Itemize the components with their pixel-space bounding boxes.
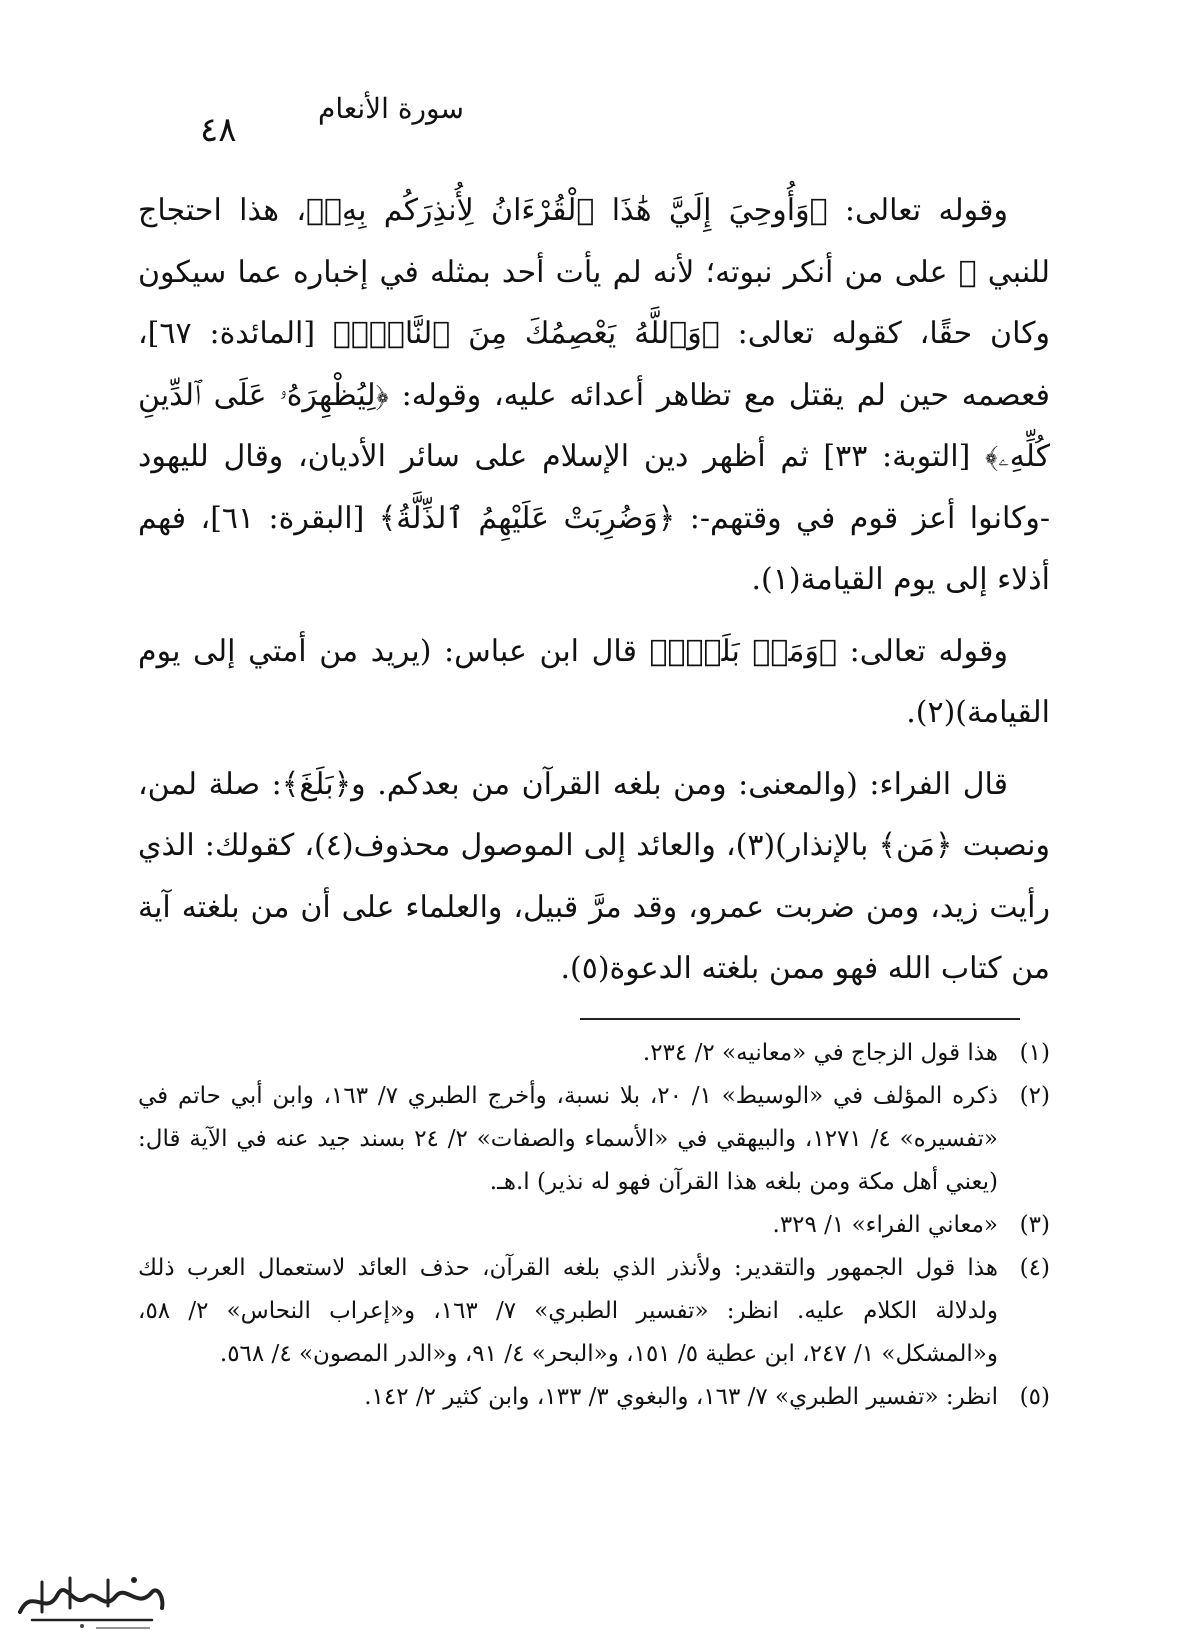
- footnote: [138, 1032, 1050, 1075]
- footnote-number: (٢): [1019, 1083, 1050, 1109]
- footnotes: [138, 1032, 1050, 1419]
- footnote-text: هذا قول الزجاج في «معانيه» ٢/ ٢٣٤.: [642, 1040, 998, 1066]
- page-header: [130, 92, 1055, 152]
- footnote-number: (٤): [1019, 1255, 1050, 1281]
- footnote-text: هذا قول الجمهور والتقدير: ولأنذر الذي بلغه القرآن، حذف العائد لاستعمال العرب ذلك ولدلالة الكلام عليه. انظر: «تفسير الطبري» ٧/ ١٦٣، و«إعراب النحاس» ٢/ ٥٨، و«المشكل» ١/ ٢٤٧، ابن عطية ٥/ ١٥١، و«البحر» ٤/ ٩١، و«الدر المصون» ٤/ ٥٦٨.: [138, 1255, 998, 1367]
- surah-title: سورة الأنعام: [318, 92, 464, 125]
- footnote: [138, 1247, 1050, 1376]
- footnote-text: انظر: «تفسير الطبري» ٧/ ١٦٣، والبغوي ٣/ ١٣٣، وابن كثير ٢/ ١٤٢.: [364, 1384, 998, 1410]
- library-stamp-logo: [12, 1568, 172, 1638]
- main-text: [138, 180, 1050, 1000]
- footnote: [138, 1075, 1050, 1204]
- footnote-number: (١): [1019, 1040, 1050, 1066]
- paragraph: وقوله تعالى: ﴿وَمَنۢ بَلَغَۚ﴾ قال ابن عباس: (يريد من أمتي إلى يوم القيامة)(٢).: [138, 633, 1050, 730]
- footnote-text: ذكره المؤلف في «الوسيط» ١/ ٢٠، بلا نسبة، وأخرج الطبري ٧/ ١٦٣، وابن أبي حاتم في «تفسيره» ٤/ ١٢٧١، والبيهقي في «الأسماء والصفات» ٢/ ٢٤ بسند جيد عنه في الآية قال: (يعني أهل مكة ومن بلغه هذا القرآن فهو له نذير) ا.هـ.: [138, 1083, 999, 1195]
- footnote: [138, 1376, 1050, 1419]
- footnote-number: (٥): [1019, 1384, 1050, 1410]
- paragraph: وقوله تعالى: ﴿وَأُوحِيَ إِلَيَّ هَٰذَا ٱلْقُرْءَانُ لِأُنذِرَكُم بِهِۦ﴾، هذا احتجاج للنبي ﷺ على من أنكر نبوته؛ لأنه لم يأت أحد بمثله في إخباره عما سيكون وكان حقًا، كقوله تعالى: ﴿وَٱللَّهُ يَعْصِمُكَ مِنَ ٱلنَّاسِۗ﴾ [المائدة: ٦٧]، فعصمه حين لم يقتل مع تظاهر أعدائه عليه، وقوله: ﴿لِيُظْهِرَهُۥ عَلَى ٱلدِّينِ كُلِّهِۦ﴾ [التوبة: ٣٣] ثم أظهر دين الإسلام على سائر الأديان، وقال لليهود -وكانوا أعز قوم في وقتهم-: ﴿وَضُرِبَتْ عَلَيْهِمُ ٱلذِّلَّةُ﴾ [البقرة: ٦١]، فهم أذلاء إلى يوم القيامة(١).: [138, 193, 1051, 597]
- footnote-text: «معاني الفراء» ١/ ٣٢٩.: [772, 1212, 998, 1238]
- footnote-number: (٣): [1019, 1212, 1050, 1238]
- page-number: ٤٨: [200, 110, 237, 150]
- paragraph: قال الفراء: (والمعنى: ومن بلغه القرآن من بعدكم. و﴿بَلَغَ﴾: صلة لمن، ونصبت ﴿مَن﴾ بالإنذار)(٣)، والعائد إلى الموصول محذوف(٤)، كقولك: الذي رأيت زيد، ومن ضربت عمرو، وقد مرَّ قبيل، والعلماء على أن من بلغته آية من كتاب الله فهو ممن بلغته الدعوة(٥).: [138, 766, 1050, 986]
- footnote: [138, 1204, 1050, 1247]
- footnote-separator: [580, 1018, 1020, 1020]
